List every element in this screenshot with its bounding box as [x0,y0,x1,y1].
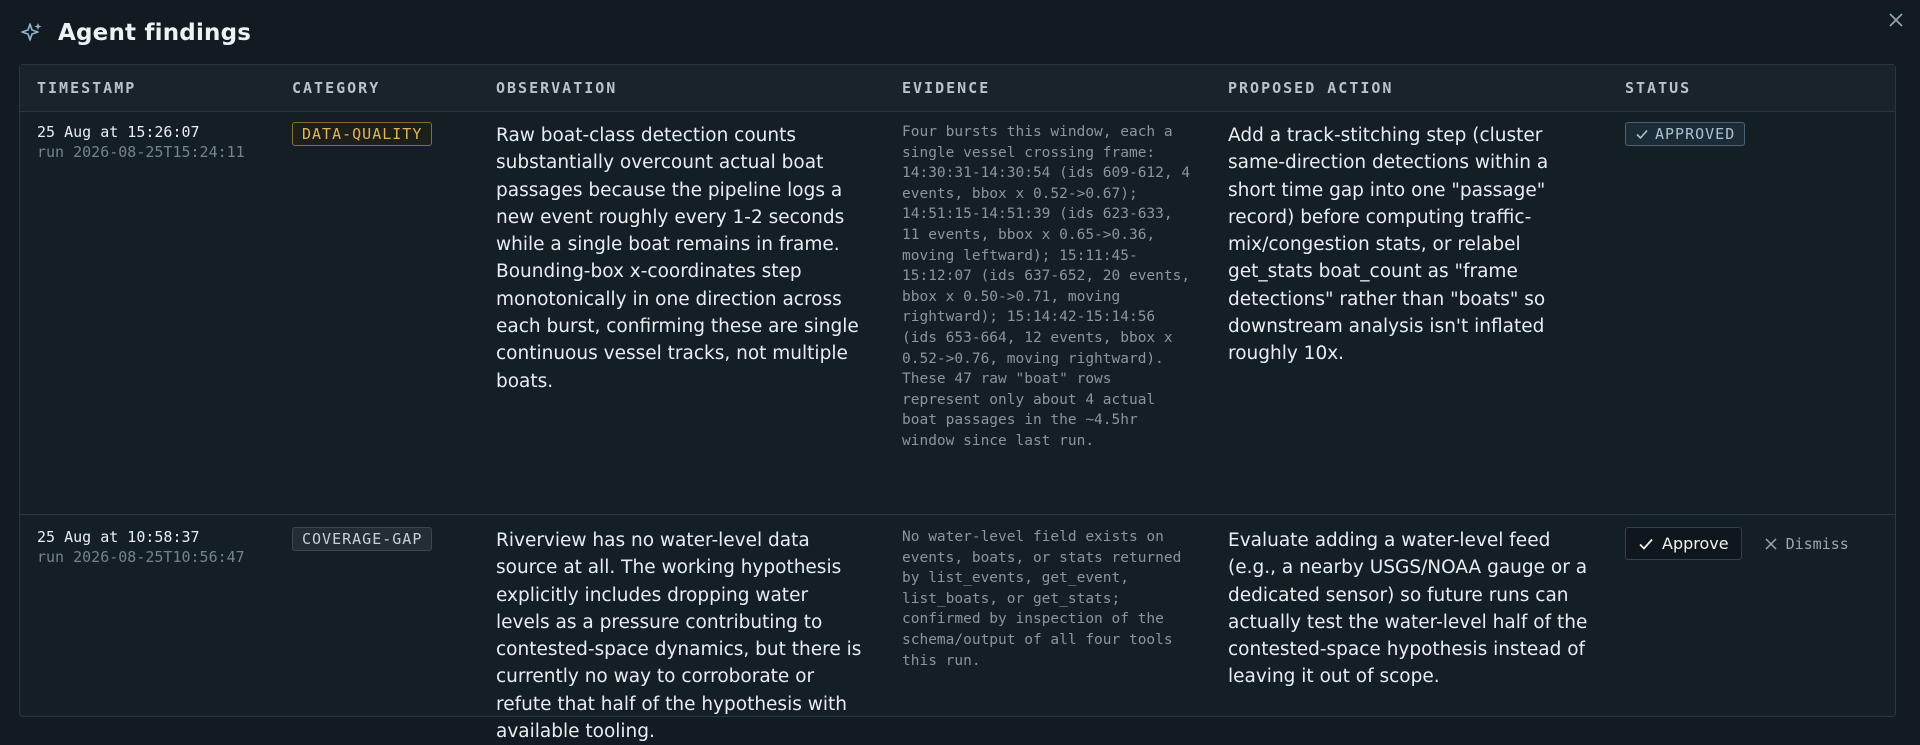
observation-text: Raw boat-class detection counts substantially overcount actual boat passages because the pipeline logs a new event roughly every 1-2 seconds while a single boat remains in frame. Bounding-box x-coordinates step monotonically in one direction across each burst, confirming these are single continuous vessel tracks, not multiple boats. [479,112,885,515]
timestamp-cell [20,515,275,745]
observation-text: Riverview has no water-level data source at all. The working hypothesis explicitly includes dropping water levels as a pressure contributing to contested-space dynamics, but there is currently no way to corroborate or refute that half of the hypothesis with available tooling. [479,515,885,745]
table-row [20,112,1895,515]
panel-title: Agent findings [58,20,251,46]
timestamp: 25 Aug at 10:58:37 [37,527,275,547]
category-cell [275,515,479,745]
column-header-status: STATUS [1608,65,1895,112]
timestamp: 25 Aug at 15:26:07 [37,122,275,142]
findings-table [19,64,1896,717]
column-header-evidence: EVIDENCE [885,65,1211,112]
approve-label: Approve [1662,534,1729,553]
timestamp-cell [20,112,275,515]
close-icon[interactable] [1884,8,1908,32]
sparkle-icon [20,20,46,46]
status-badge [1625,122,1745,146]
status-cell [1608,515,1895,745]
table-header-row [20,65,1895,112]
column-header-timestamp: TIMESTAMP [20,65,275,112]
check-icon [1638,536,1654,552]
category-badge: DATA-QUALITY [292,122,432,146]
dismiss-button[interactable] [1764,535,1849,553]
evidence-text: Four bursts this window, each a single vessel crossing frame: 14:30:31-14:30:54 (ids 609-612, 4 events, bbox x 0.52->0.67); 14:51:15-14:51:39 (ids 623-633, 11 events, bbox x 0.65->0.36, moving leftward); 15:11:45-15:12:07 (ids 637-652, 20 events, bbox x 0.50->0.71, moving rightward); 15:14:42-15:14:56 (ids 653-664, 12 events, bbox x 0.52->0.76, moving rightward). These 47 raw "boat" rows represent only about 4 actual boat passages in the ~4.5hr window since last run. [885,112,1211,515]
evidence-text: No water-level field exists on events, boats, or stats returned by list_events, get_event, list_boats, or get_stats; confirmed by inspection of the schema/output of all four tools this run. [885,515,1211,745]
column-header-observation: OBSERVATION [479,65,885,112]
panel-header [20,14,251,52]
run-id: run 2026-08-25T15:24:11 [37,142,275,162]
finding-actions [1625,527,1895,560]
status-cell [1608,112,1895,515]
check-icon [1635,127,1649,141]
proposed-action-text: Evaluate adding a water-level feed (e.g., a nearby USGS/NOAA gauge or a dedicated sensor) so future runs can actually test the water-level half of the contested-space hypothesis instead of leaving it out of scope. [1211,515,1608,745]
column-header-category: CATEGORY [275,65,479,112]
proposed-action-text: Add a track-stitching step (cluster same-direction detections within a short time gap into one "passage" record) before computing traffic-mix/congestion stats, or relabel get_stats boat_count as "frame detections" rather than "boats" so downstream analysis isn't inflated roughly 10x. [1211,112,1608,515]
table-row [20,515,1895,745]
column-header-proposed-action: PROPOSED ACTION [1211,65,1608,112]
category-badge: COVERAGE-GAP [292,527,432,551]
category-cell [275,112,479,515]
close-icon [1764,537,1778,551]
run-id: run 2026-08-25T10:56:47 [37,547,275,567]
approve-button[interactable] [1625,527,1742,560]
status-label: APPROVED [1655,125,1735,143]
dismiss-label: Dismiss [1786,535,1849,553]
